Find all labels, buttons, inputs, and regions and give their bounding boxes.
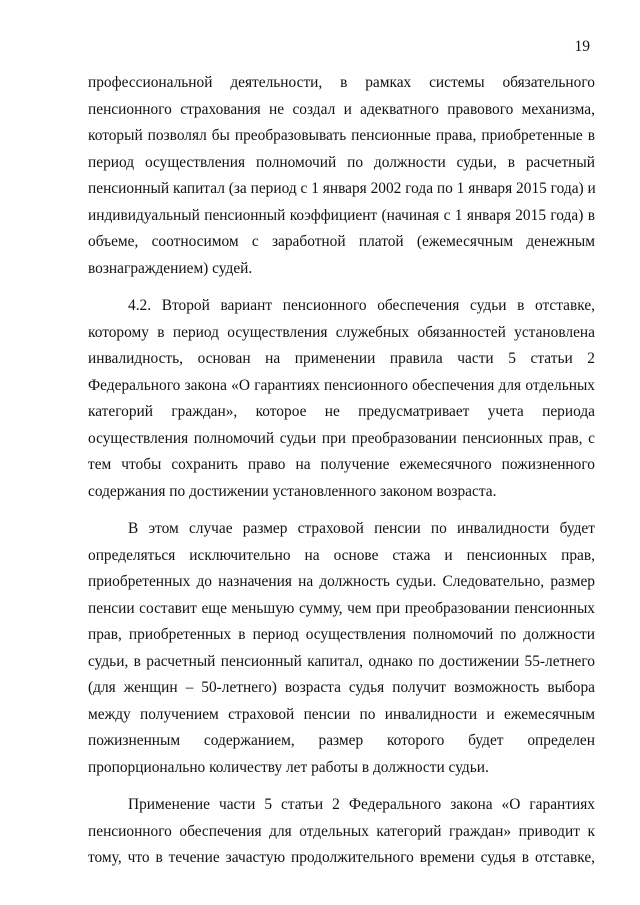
text-line: пенсии составит еще меньшую сумму, чем при преобразовании пенсионных: [88, 599, 595, 617]
text-line: (для женщин – 50-летнего) возраста судья получит возможность выбора: [88, 679, 595, 696]
paragraph: [88, 293, 595, 505]
paragraph: [88, 516, 595, 781]
text-line: объеме, соотносимом с заработной платой (ежемесячным денежным: [88, 233, 595, 250]
text-line: индивидуальный пенсионный коэффициент (начиная с 1 января 2015 года) в: [88, 206, 595, 224]
text-line: судьи, в расчетный пенсионный капитал, однако по достижении 55-летнего: [88, 652, 595, 670]
text-line: между получением страховой пенсии по инвалидности и ежемесячным: [88, 705, 595, 723]
text-line: категорий граждан», которое не предусматривает учета периода: [88, 403, 595, 420]
document-body: [88, 70, 595, 872]
text-line: пенсионный капитал (за период с 1 января 2002 года по 1 января 2015 года) и: [88, 180, 596, 197]
paragraph: [88, 792, 595, 872]
text-line: вознаграждением) судей.: [88, 259, 253, 277]
text-line: тем чтобы сохранить право на получение ежемесячного пожизненного: [88, 456, 595, 473]
text-line: осуществления полномочий судьи при преобразовании пенсионных прав, с: [88, 429, 595, 447]
text-line: прав, приобретенных в период осуществления полномочий по должности: [88, 626, 595, 643]
text-line: которому в период осуществления служебных обязанностей установлена: [88, 323, 595, 341]
text-line: тому, что в течение зачастую продолжительного времени судья в отставке,: [88, 849, 595, 866]
text-line: 4.2. Второй вариант пенсионного обеспечения судьи в отставке,: [128, 297, 595, 314]
text-line: Федерального закона «О гарантиях пенсионного обеспечения для отдельных: [88, 376, 595, 394]
text-line: инвалидность, основан на применении правила части 5 статьи 2: [88, 350, 595, 367]
text-line: В этом случае размер страховой пенсии по инвалидности будет: [128, 520, 595, 537]
text-line: пропорционально количеству лет работы в должности судьи.: [88, 758, 489, 776]
text-line: содержания по достижении установленного законом возраста.: [88, 482, 497, 500]
text-line: пенсионного страхования не создал и адекватного правового механизма,: [88, 100, 595, 118]
text-line: период осуществления полномочий по должности судьи, в расчетный: [88, 153, 595, 171]
paragraph: [88, 70, 595, 282]
text-line: приобретенных до назначения на должность судьи. Следовательно, размер: [88, 573, 595, 590]
text-line: определяться исключительно на основе стажа и пенсионных прав,: [88, 546, 595, 564]
text-line: пенсионного обеспечения для отдельных категорий граждан» приводит к: [88, 822, 595, 840]
text-line: Применение части 5 статьи 2 Федерального закона «О гарантиях: [128, 796, 595, 813]
text-line: профессиональной деятельности, в рамках системы обязательного: [88, 74, 595, 91]
page-number: 19: [574, 38, 590, 55]
text-line: пожизненным содержанием, размер которого будет определен: [88, 732, 595, 749]
text-line: который позволял бы преобразовывать пенсионные права, приобретенные в: [88, 127, 595, 144]
